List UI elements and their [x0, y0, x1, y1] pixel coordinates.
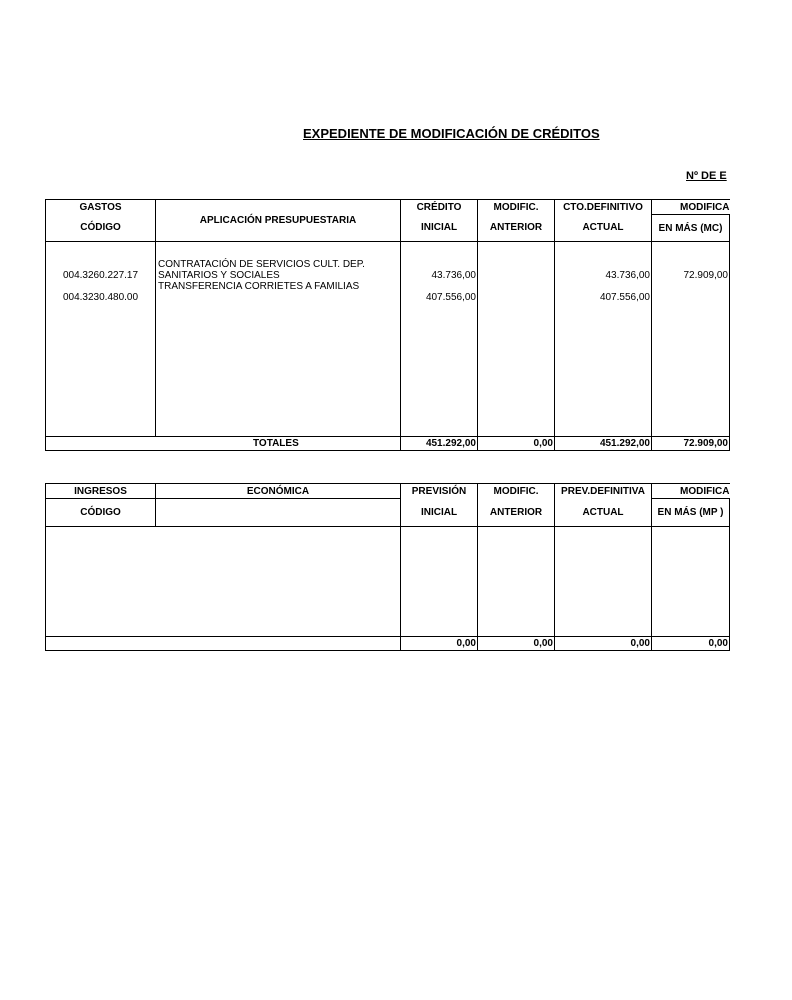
total-extra: [730, 637, 731, 651]
en-mas-column: [652, 527, 730, 637]
total-actual: 451.292,00: [555, 437, 652, 451]
total-anterior: 0,00: [478, 637, 555, 651]
totals-row: [46, 637, 731, 651]
header-ingresos: INGRESOS: [46, 484, 156, 499]
header-codigo: CÓDIGO: [46, 499, 156, 527]
en-mas-column: [652, 242, 730, 437]
anterior-column: [478, 527, 555, 637]
header-actual: ACTUAL: [555, 215, 652, 242]
expediente-number-label: Nº DE E: [686, 170, 727, 182]
totals-row: [46, 437, 731, 451]
table-row-descripcion: TRANSFERENCIA CORRIETES A FAMILIAS: [158, 281, 360, 292]
header-gastos: GASTOS: [46, 200, 156, 215]
header-anterior: ANTERIOR: [478, 499, 555, 527]
total-actual: 0,00: [555, 637, 652, 651]
total-extra: [730, 437, 731, 451]
header-extra: [730, 215, 731, 242]
actual-column: [555, 527, 652, 637]
ingresos-table-container: [45, 483, 730, 653]
descripcion-column: [156, 242, 401, 437]
header-actual: ACTUAL: [555, 499, 652, 527]
gastos-table-container: [45, 199, 730, 454]
header-blank: [156, 499, 401, 527]
table-row-codigo: 004.3260.227.17: [62, 270, 139, 281]
header-inicial: INICIAL: [401, 215, 478, 242]
header-cto-definitivo: CTO.DEFINITIVO: [555, 200, 652, 215]
header-en-mas: EN MÁS (MC): [652, 215, 730, 242]
ingresos-body: [46, 527, 731, 637]
header-credito: CRÉDITO: [401, 200, 478, 215]
header-en-mas: EN MÁS (MP ): [652, 499, 730, 527]
codigo-column: [46, 242, 156, 437]
table-cell-en-mas: 72.909,00: [683, 270, 728, 281]
table-row-descripcion: CONTRATACIÓN DE SERVICIOS CULT. DEP.: [158, 259, 365, 270]
header-modificaciones: MODIFICA: [652, 484, 731, 499]
inicial-column: [401, 242, 478, 437]
total-inicial: 451.292,00: [401, 437, 478, 451]
table-cell-inicial: 43.736,00: [431, 270, 476, 281]
gastos-table: [45, 199, 730, 451]
extra-column: [730, 242, 731, 437]
totales-label: [46, 637, 401, 651]
table-cell-actual: 407.556,00: [599, 292, 650, 303]
total-inicial: 0,00: [401, 637, 478, 651]
total-en-mas: 72.909,00: [652, 437, 730, 451]
actual-column: [555, 242, 652, 437]
header-inicial: INICIAL: [401, 499, 478, 527]
table-cell-actual: 43.736,00: [605, 270, 650, 281]
codigo-column: [46, 527, 156, 637]
table-cell-inicial: 407.556,00: [425, 292, 476, 303]
header-prev-definitiva: PREV.DEFINITIVA: [555, 484, 652, 499]
economica-column: [156, 527, 401, 637]
totales-label: TOTALES: [46, 437, 401, 451]
header-aplicacion: APLICACIÓN PRESUPUESTARIA: [156, 200, 401, 242]
ingresos-table: [45, 483, 730, 651]
document-title: EXPEDIENTE DE MODIFICACIÓN DE CRÉDITOS: [303, 126, 600, 141]
header-modificaciones: MODIFICA: [652, 200, 731, 215]
extra-column: [730, 527, 731, 637]
inicial-column: [401, 527, 478, 637]
header-modific: MODIFIC.: [478, 200, 555, 215]
header-codigo: CÓDIGO: [46, 215, 156, 242]
header-modific: MODIFIC.: [478, 484, 555, 499]
header-economica: ECONÓMICA: [156, 484, 401, 499]
header-prevision: PREVISIÓN: [401, 484, 478, 499]
anterior-column: [478, 242, 555, 437]
table-row-codigo: 004.3230.480.00: [62, 292, 139, 303]
gastos-body: [46, 242, 731, 437]
total-en-mas: 0,00: [652, 637, 730, 651]
table-row-descripcion: SANITARIOS Y SOCIALES: [158, 270, 280, 281]
header-extra: [730, 499, 731, 527]
total-anterior: 0,00: [478, 437, 555, 451]
header-anterior: ANTERIOR: [478, 215, 555, 242]
